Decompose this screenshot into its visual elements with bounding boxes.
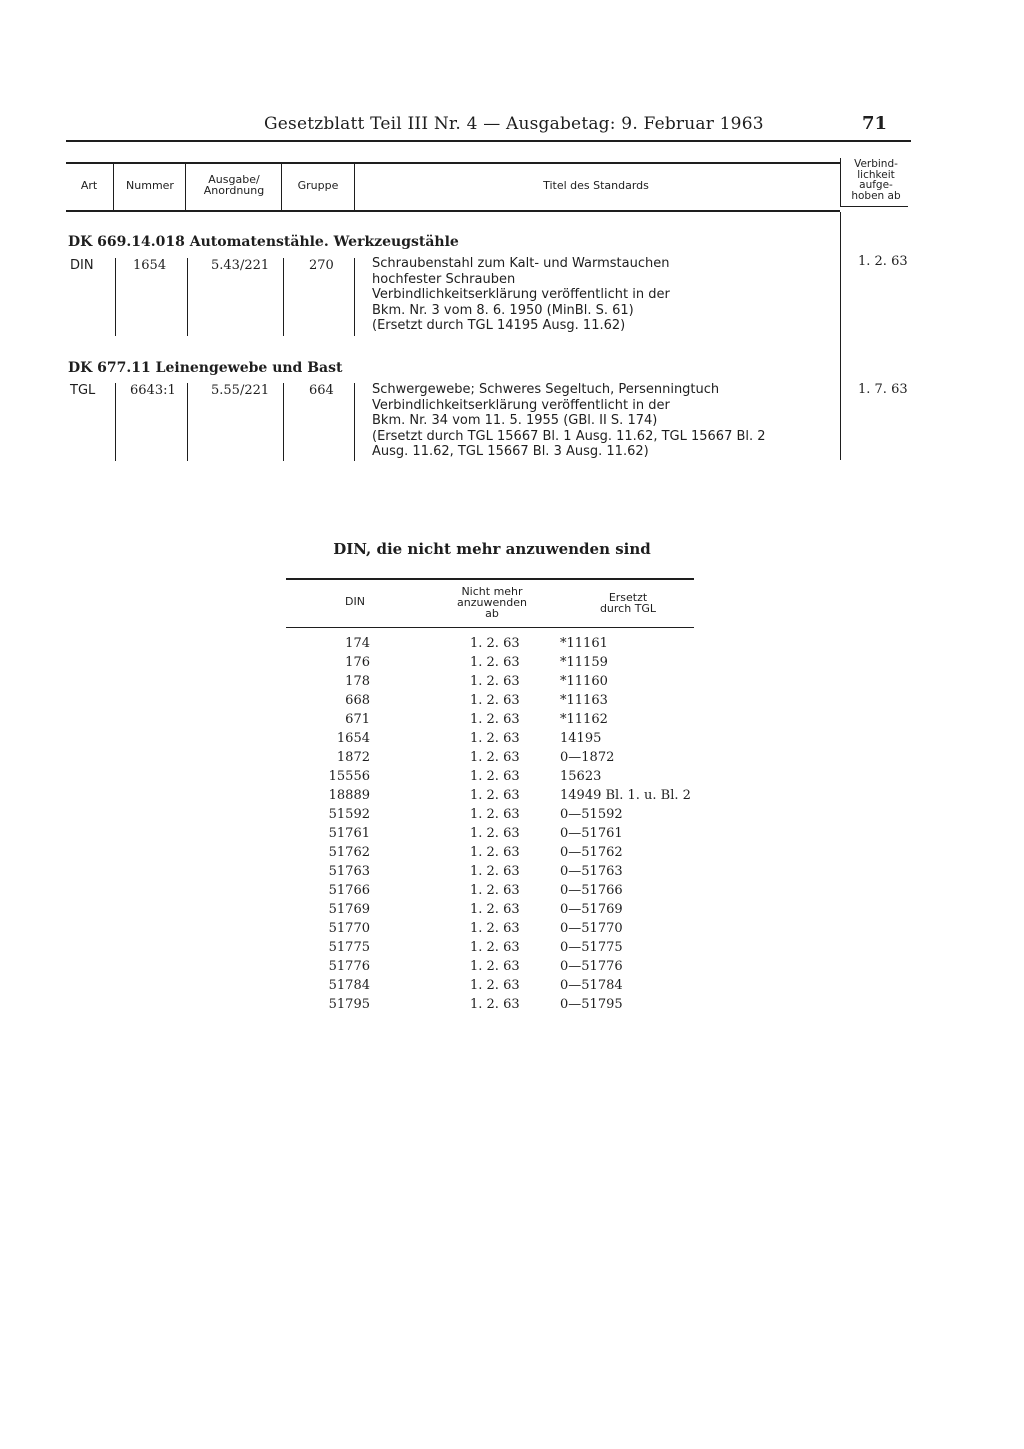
not-applicable-from-cell: 1. 2. 63 xyxy=(470,959,520,974)
din-number-cell: 51763 xyxy=(328,864,370,879)
column-header-verbindlichkeit xyxy=(842,159,910,201)
not-applicable-from-cell: 1. 2. 63 xyxy=(470,712,520,727)
section-heading: DK 669.14.018 Automatenstähle. Werkzeugstähle xyxy=(68,234,459,250)
replaced-by-cell: 0—51769 xyxy=(560,902,623,917)
din-number-cell: 51766 xyxy=(328,883,370,898)
page-number: 71 xyxy=(862,113,888,134)
entry-gruppe: 664 xyxy=(309,383,334,398)
entry-ausgabe: 5.55/221 xyxy=(211,383,270,398)
not-applicable-from-cell: 1. 2. 63 xyxy=(470,826,520,841)
not-applicable-from-cell: 1. 2. 63 xyxy=(470,997,520,1012)
entry-title-line: hochfester Schrauben xyxy=(372,271,516,287)
table-row xyxy=(286,826,716,845)
table-head-bottom-rule xyxy=(66,210,840,212)
table-row xyxy=(286,864,716,883)
table-row xyxy=(286,959,716,978)
din-number-cell: 18889 xyxy=(328,788,370,803)
column-header-ausgabe-line2: Anordnung xyxy=(203,184,265,197)
right-column-rule xyxy=(840,212,841,460)
entry-art: DIN xyxy=(70,258,94,273)
din-table-head-rule xyxy=(286,627,694,628)
column-header-ausgabe-line1: Ausgabe/ xyxy=(208,173,260,186)
replaced-by-cell: 0—51761 xyxy=(560,826,623,841)
table-row xyxy=(286,788,716,807)
din-number-cell: 1654 xyxy=(336,731,370,746)
table-head-top-rule xyxy=(66,162,840,164)
table-row xyxy=(286,769,716,788)
din-table-body xyxy=(286,636,716,1016)
din-column-header-ersetzt xyxy=(580,592,676,614)
not-applicable-from-cell: 1. 2. 63 xyxy=(470,978,520,993)
din-number-cell: 174 xyxy=(345,636,370,651)
replaced-by-cell: *11162 xyxy=(560,712,608,727)
column-header-verbind-line3: aufge- xyxy=(859,179,893,191)
not-applicable-from-cell: 1. 2. 63 xyxy=(470,940,520,955)
entry-separator xyxy=(283,383,284,461)
replaced-by-cell: 0—51776 xyxy=(560,959,623,974)
section-heading: DK 677.11 Leinengewebe und Bast xyxy=(68,360,343,376)
table-row xyxy=(286,655,716,674)
entry-title-line: Bkm. Nr. 34 vom 11. 5. 1955 (GBl. II S. 174) xyxy=(372,413,658,428)
replaced-by-cell: 0—51762 xyxy=(560,845,623,860)
din-column-header-ersetzt-line2: durch TGL xyxy=(599,602,657,615)
not-applicable-from-cell: 1. 2. 63 xyxy=(470,674,520,689)
din-number-cell: 51761 xyxy=(328,826,370,841)
entry-title xyxy=(372,256,670,334)
column-header-ausgabe xyxy=(188,174,280,196)
entry-separator xyxy=(354,258,355,336)
head-separator xyxy=(354,164,355,210)
entry-ausgabe: 5.43/221 xyxy=(211,258,270,273)
column-header-titel: Titel des Standards xyxy=(543,179,649,192)
table-row xyxy=(286,978,716,997)
table-row xyxy=(286,636,716,655)
column-header-nummer: Nummer xyxy=(126,179,174,192)
replaced-by-cell: 0—51763 xyxy=(560,864,623,879)
din-number-cell: 178 xyxy=(345,674,370,689)
replaced-by-cell: 14195 xyxy=(560,731,602,746)
head-separator xyxy=(281,164,282,210)
replaced-by-cell: 0—51766 xyxy=(560,883,623,898)
not-applicable-from-cell: 1. 2. 63 xyxy=(470,883,520,898)
entry-separator xyxy=(187,258,188,336)
din-column-header-din: DIN xyxy=(345,595,365,608)
din-number-cell: 51795 xyxy=(328,997,370,1012)
din-table-top-rule xyxy=(286,578,694,580)
table-row xyxy=(286,997,716,1016)
table-row xyxy=(286,940,716,959)
din-column-header-nicht-line1: Nicht mehr xyxy=(461,585,523,598)
column-header-verbind-line4: hoben ab xyxy=(851,189,901,202)
din-number-cell: 671 xyxy=(345,712,370,727)
not-applicable-from-cell: 1. 2. 63 xyxy=(470,921,520,936)
replaced-by-cell: *11161 xyxy=(560,636,608,651)
replaced-by-cell: 0—51775 xyxy=(560,940,623,955)
not-applicable-from-cell: 1. 2. 63 xyxy=(470,731,520,746)
table-row xyxy=(286,883,716,902)
column-header-verbind-line1: Verbind- xyxy=(854,158,898,170)
table-row xyxy=(286,750,716,769)
din-number-cell: 51762 xyxy=(328,845,370,860)
entry-art: TGL xyxy=(70,383,96,398)
entry-title-line: (Ersetzt durch TGL 14195 Ausg. 11.62) xyxy=(372,318,626,333)
din-number-cell: 51769 xyxy=(328,902,370,917)
entry-separator xyxy=(354,383,355,461)
replaced-by-cell: 0—51795 xyxy=(560,997,623,1012)
replaced-by-cell: *11160 xyxy=(560,674,608,689)
din-number-cell: 51592 xyxy=(328,807,370,822)
din-number-cell: 1872 xyxy=(336,750,370,765)
entry-separator xyxy=(187,383,188,461)
replaced-by-cell: *11163 xyxy=(560,693,608,708)
table-row xyxy=(286,902,716,921)
not-applicable-from-cell: 1. 2. 63 xyxy=(470,788,520,803)
din-table-heading: DIN, die nicht mehr anzuwenden sind xyxy=(333,540,651,558)
din-column-header-nicht-line2: anzuwenden xyxy=(457,596,527,609)
entry-title-line: Schraubenstahl zum Kalt- und Warmstauchen xyxy=(372,256,670,271)
entry-separator xyxy=(283,258,284,336)
entry-title-line: Verbindlichkeitserklärung veröffentlicht in der xyxy=(372,287,670,302)
entry-title-line: Verbindlichkeitserklärung veröffentlicht in der xyxy=(372,397,670,413)
column-header-verbind-line2: lichkeit xyxy=(857,168,895,181)
din-number-cell: 15556 xyxy=(328,769,370,784)
running-header: Gesetzblatt Teil III Nr. 4 — Ausgabetag: 9. Februar 1963 xyxy=(264,114,764,134)
replaced-by-cell: *11159 xyxy=(560,655,608,670)
not-applicable-from-cell: 1. 2. 63 xyxy=(470,864,520,879)
din-column-header-nicht-mehr xyxy=(440,586,544,619)
din-column-header-ersetzt-line1: Ersetzt xyxy=(608,591,648,604)
entry-title-line: Schwergewebe; Schweres Segeltuch, Persenningtuch xyxy=(372,382,720,397)
entry-gruppe: 270 xyxy=(309,258,334,273)
din-number-cell: 668 xyxy=(345,693,370,708)
column-header-gruppe: Gruppe xyxy=(297,179,339,192)
entry-title-line: Ausg. 11.62, TGL 15667 Bl. 3 Ausg. 11.62) xyxy=(372,444,649,459)
table-head-right-rule xyxy=(840,206,908,207)
din-column-header-nicht-line3: ab xyxy=(485,607,499,620)
table-row xyxy=(286,921,716,940)
replaced-by-cell: 15623 xyxy=(560,769,602,784)
table-row xyxy=(286,693,716,712)
din-number-cell: 51770 xyxy=(328,921,370,936)
din-number-cell: 51775 xyxy=(328,940,370,955)
not-applicable-from-cell: 1. 2. 63 xyxy=(470,693,520,708)
entry-title xyxy=(372,382,766,460)
table-row xyxy=(286,712,716,731)
header-rule xyxy=(66,140,911,142)
not-applicable-from-cell: 1. 2. 63 xyxy=(470,807,520,822)
not-applicable-from-cell: 1. 2. 63 xyxy=(470,902,520,917)
entry-separator xyxy=(115,383,116,461)
entry-nummer: 6643:1 xyxy=(130,383,176,398)
entry-nummer: 1654 xyxy=(133,258,167,273)
not-applicable-from-cell: 1. 2. 63 xyxy=(470,750,520,765)
din-number-cell: 51784 xyxy=(328,978,370,993)
not-applicable-from-cell: 1. 2. 63 xyxy=(470,636,520,651)
not-applicable-from-cell: 1. 2. 63 xyxy=(470,845,520,860)
din-number-cell: 176 xyxy=(345,655,370,670)
entry-date: 1. 2. 63 xyxy=(858,254,908,269)
head-separator xyxy=(113,164,114,210)
head-separator xyxy=(840,158,841,206)
column-header-art: Art xyxy=(80,179,98,192)
table-row xyxy=(286,674,716,693)
head-separator xyxy=(185,164,186,210)
not-applicable-from-cell: 1. 2. 63 xyxy=(470,769,520,784)
replaced-by-cell: 0—1872 xyxy=(560,750,615,765)
replaced-by-cell: 0—51784 xyxy=(560,978,623,993)
entry-date: 1. 7. 63 xyxy=(858,382,908,397)
not-applicable-from-cell: 1. 2. 63 xyxy=(470,655,520,670)
replaced-by-cell: 14949 Bl. 1. u. Bl. 2 xyxy=(560,788,691,803)
replaced-by-cell: 0—51592 xyxy=(560,807,623,822)
entry-title-line: (Ersetzt durch TGL 15667 Bl. 1 Ausg. 11.62, TGL 15667 Bl. 2 xyxy=(372,428,766,444)
entry-title-line: Bkm. Nr. 3 vom 8. 6. 1950 (MinBl. S. 61) xyxy=(372,302,634,318)
replaced-by-cell: 0—51770 xyxy=(560,921,623,936)
entry-separator xyxy=(115,258,116,336)
din-number-cell: 51776 xyxy=(328,959,370,974)
table-row xyxy=(286,731,716,750)
table-row xyxy=(286,807,716,826)
table-row xyxy=(286,845,716,864)
